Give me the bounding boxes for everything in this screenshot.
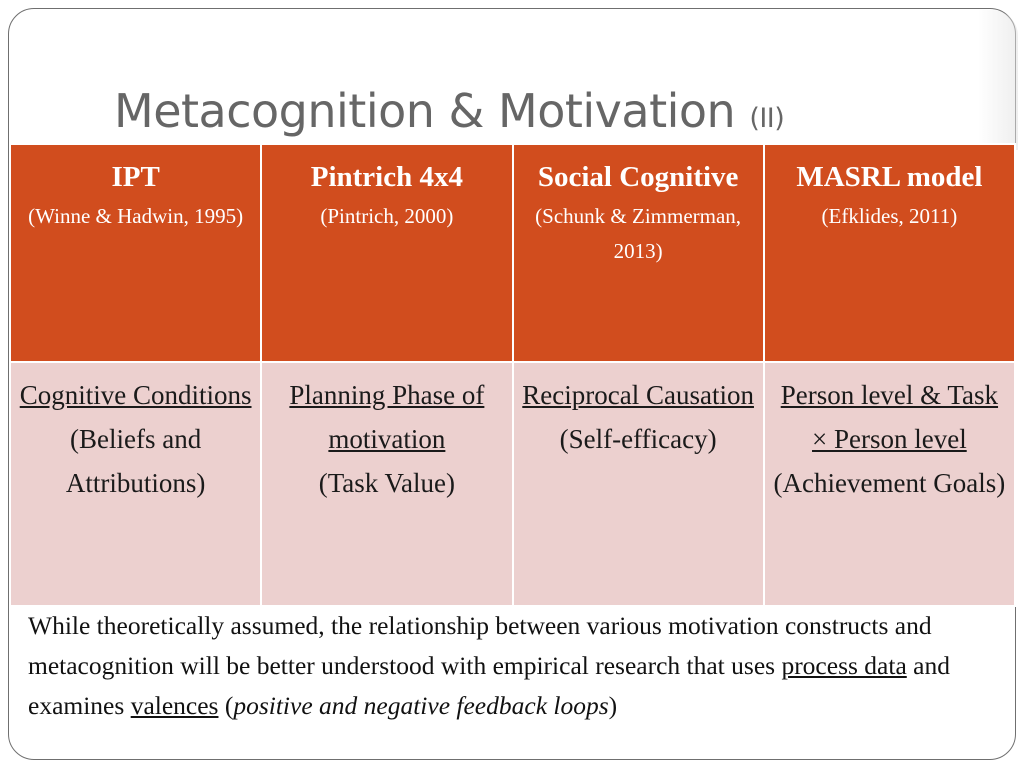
concept-detail: (Task Value) [318,468,456,498]
header-title: IPT [111,161,160,193]
header-cell-pintrich [261,144,512,362]
header-citation: (Winne & Hadwin, 1995) [28,204,244,228]
comparison-table [9,143,1016,607]
table-body-row [10,362,1015,606]
footer-italic-text: positive and negative feedback loops [233,691,609,720]
footer-text: While theoretically assumed, the relationship between various motivation constructs and metacognition will be better understood with empirical research that uses [28,611,932,680]
header-title: MASRL model [796,161,983,193]
footer-text: and examines [28,651,950,720]
table-header-row [10,144,1015,362]
concept-detail: (Beliefs and Attributions) [65,424,206,498]
body-cell-content [771,373,1008,505]
header-citation: (Schunk & Zimmerman, 2013) [535,204,742,263]
body-cell-content [17,373,254,505]
underlined-concept: Cognitive Conditions [19,380,252,410]
header-title: Pintrich 4x4 [310,161,463,193]
underlined-concept: Reciprocal Causation [522,380,754,410]
header-cell-social-cognitive [513,144,764,362]
footer-link-valences: valences [130,691,219,720]
body-cell-content [520,373,757,461]
concept-detail: (Achievement Goals) [773,468,1006,498]
body-cell-pintrich [261,362,512,606]
slide-title-sub: (II) [749,103,785,134]
header-citation: (Efklides, 2011) [821,204,958,228]
header-citation: (Pintrich, 2000) [320,204,454,228]
header-title: Social Cognitive [537,161,739,193]
footer-text: ) [608,691,618,720]
body-cell-masrl [764,362,1015,606]
underlined-concept: Person level & Task × Person level [780,380,999,454]
slide-title-main: Metacognition & Motivation [114,84,736,138]
slide-title [114,84,784,138]
header-cell-ipt [10,144,261,362]
footer-paragraph [28,606,1018,726]
concept-detail: (Self-efficacy) [559,424,717,454]
body-cell-ipt [10,362,261,606]
body-cell-content [268,373,505,505]
underlined-concept: Planning Phase of motivation [289,380,485,454]
header-cell-masrl [764,144,1015,362]
footer-link-process-data: process data [781,651,907,680]
slide-corner-shade [978,10,1018,150]
footer-text: ( [218,691,234,720]
body-cell-social-cognitive [513,362,764,606]
